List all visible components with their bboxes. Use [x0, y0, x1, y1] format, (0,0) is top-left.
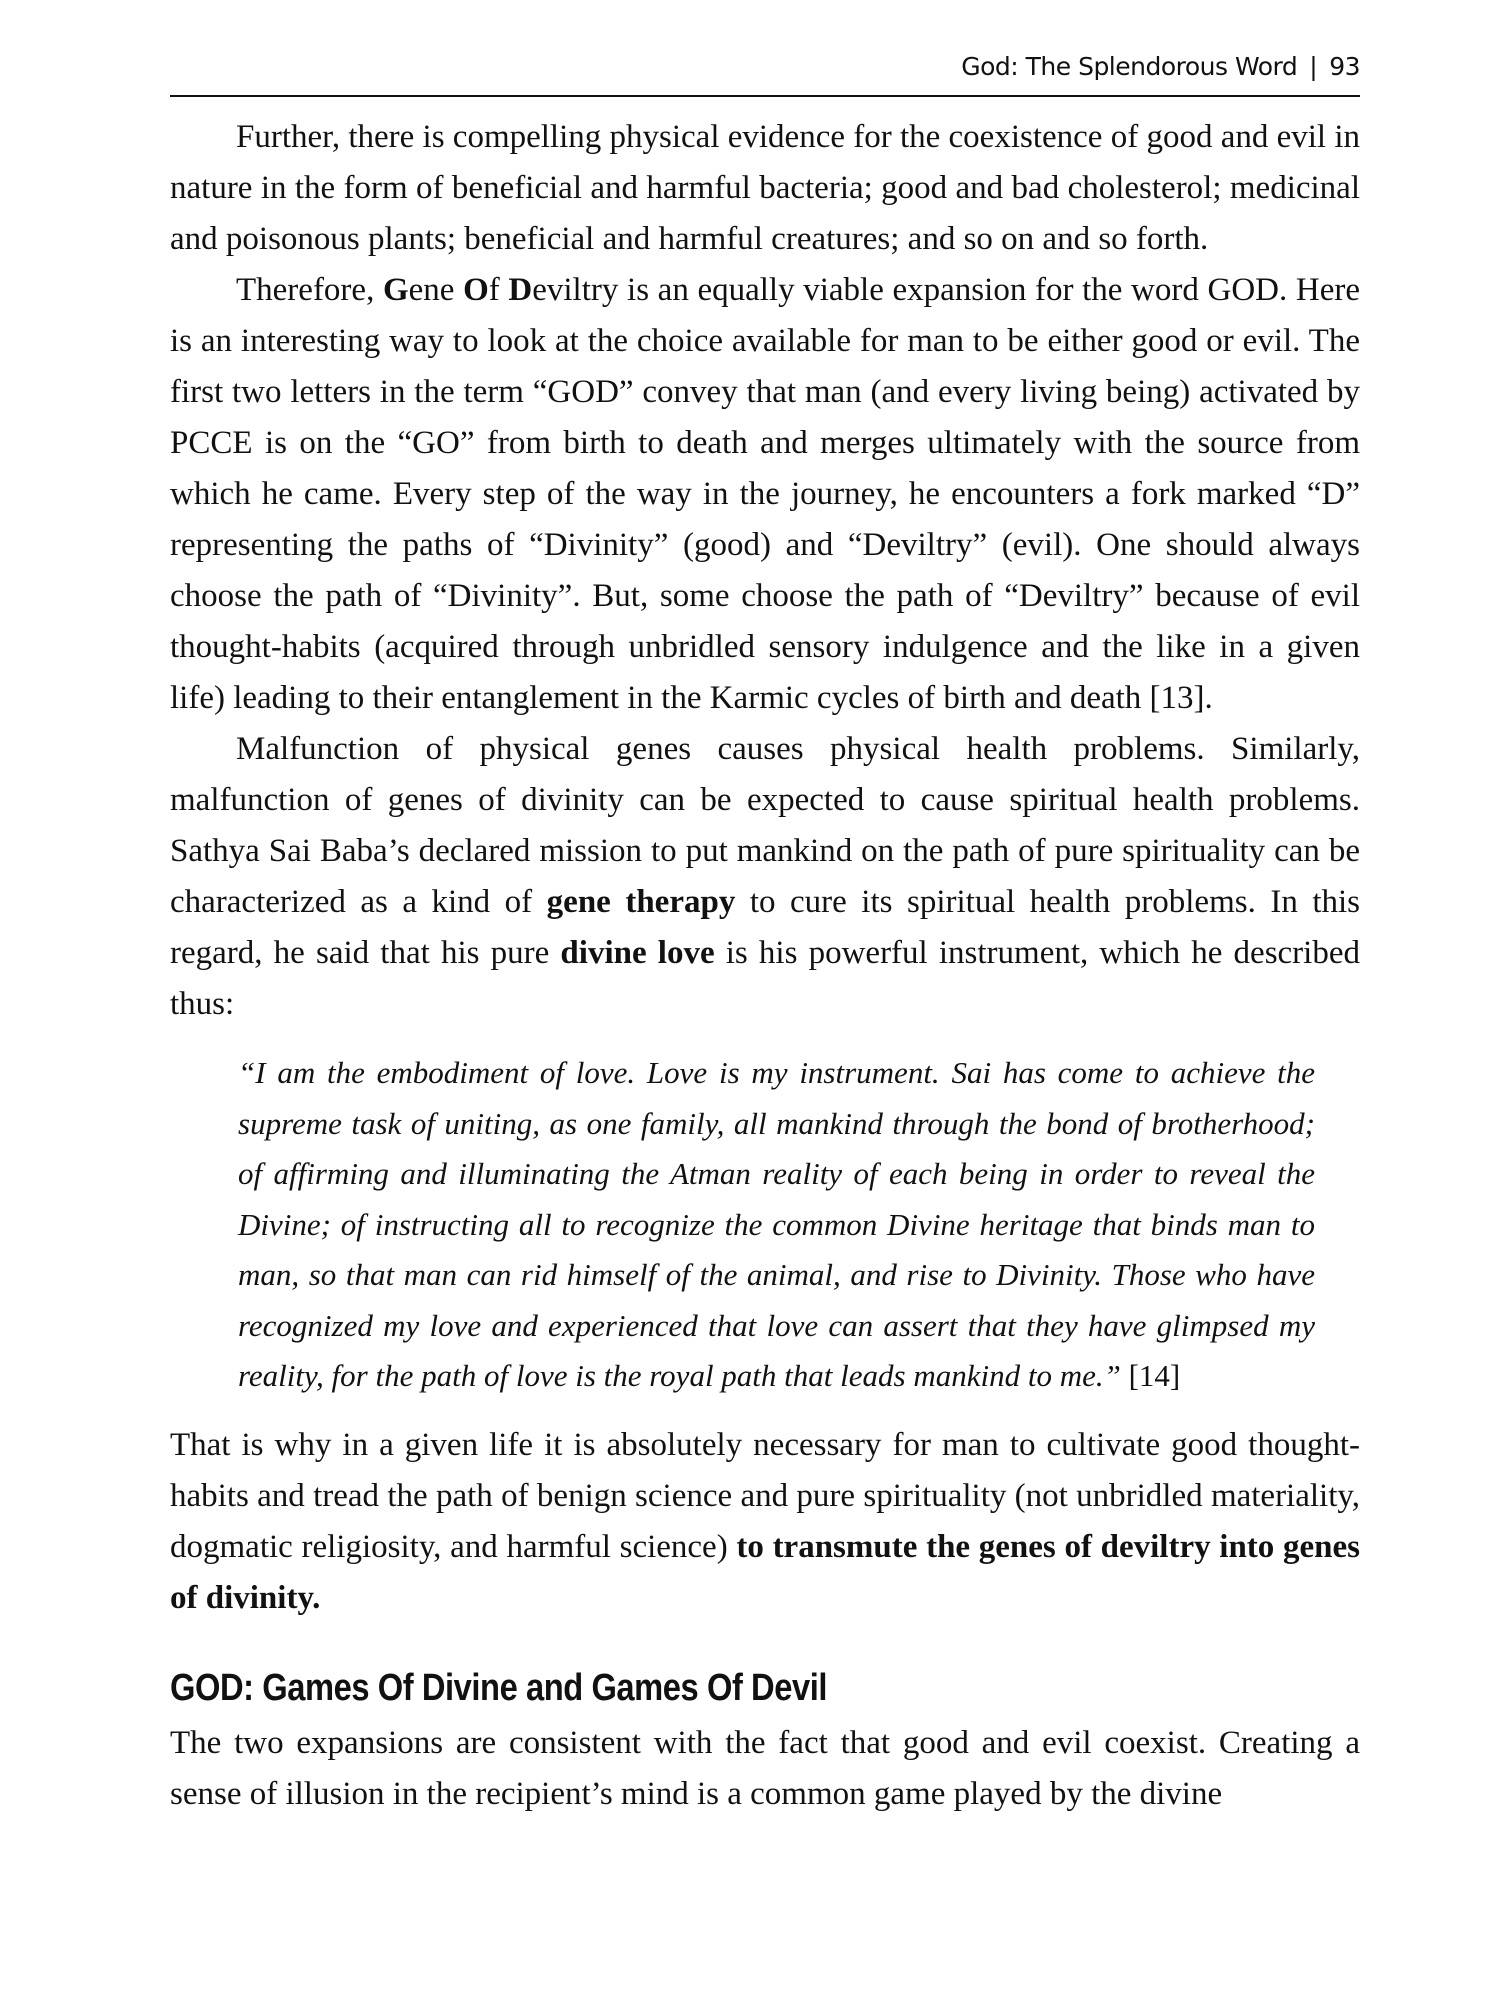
- paragraph-gene-of-deviltry: Therefore, Gene Of Deviltry is an equally viable expansion for the word GOD. Here is an interesting way to look at the choice available for man to be either good or evil. The first two letters in the term “GOD” convey that man (and every living being) activated by PCCE is on the “GO” from birth to death and merges ultimately with the source from which he came. Every step of the way in the journey, he encounters a fork marked “D” representing the paths of “Divinity” (good) and “Deviltry” (evil). One should always choose the path of “Divinity”. But, some choose the path of “Deviltry” because of evil thought-habits (acquired through unbridled sensory indulgence and the like in a given life) leading to their entanglement in the Karmic cycles of birth and death [13].: [170, 272, 1360, 716]
- header-rule: [170, 95, 1360, 97]
- running-header: [961, 52, 1360, 81]
- paragraph-expansions: The two expansions are consistent with the fact that good and evil coexist. Creating a sense of illusion in the recipient’s mind is a common game played by the divine: [170, 1724, 1360, 1812]
- emphasis-gene-therapy: gene therapy: [546, 884, 736, 920]
- running-title: God: The Splendorous Word: [961, 52, 1298, 81]
- quote-citation: [14]: [1120, 1358, 1181, 1393]
- quote-text: “I am the embodiment of love. Love is my instrument. Sai has come to achieve the supreme task of uniting, as one family, all mankind through the bond of brotherhood; of affirming and illuminating the Atman reality of each being in order to reveal the Divine; of instructing all to recognize the common Divine heritage that binds man to man, so that man can rid himself of the animal, and rise to Divinity. Those who have recognized my love and experienced that love can assert that they have glimpsed my reality, for the path of love is the royal path that leads mankind to me.”: [238, 1055, 1315, 1393]
- section-heading: GOD: Games Of Divine and Games Of Devil: [170, 1666, 827, 1709]
- block-quote: [238, 1048, 1315, 1402]
- paragraph-conclusion: That is why in a given life it is absolutely necessary for man to cultivate good thought-habits and tread the path of benign science and pure spirituality (not unbridled materiality, dogmatic religiosity, and harmful science) to transmute the genes of deviltry into genes of divinity.: [170, 1426, 1360, 1616]
- header-separator: |: [1309, 52, 1318, 81]
- emphasis-transmute: to transmute the genes of deviltry into genes of divinity.: [170, 1528, 1360, 1616]
- paragraph-evidence: Further, there is compelling physical evidence for the coexistence of good and evil in nature in the form of beneficial and harmful bacteria; good and bad cholesterol; medicinal and poisonous plants; beneficial and harmful creatures; and so on and so forth.: [170, 119, 1360, 257]
- emphasis-divine-love: divine love: [560, 935, 715, 971]
- paragraph-malfunction: Malfunction of physical genes causes physical health problems. Similarly, malfunction of genes of divinity can be expected to cause spiritual health problems. Sathya Sai Baba’s declared mission to put mankind on the path of pure spirituality can be characterized as a kind of gene therapy to cure its spiritual health problems. In this regard, he said that his pure divine love is his powerful instrument, which he described thus:: [170, 731, 1361, 1022]
- body-text: [170, 112, 1360, 1820]
- page-number: 93: [1329, 52, 1360, 81]
